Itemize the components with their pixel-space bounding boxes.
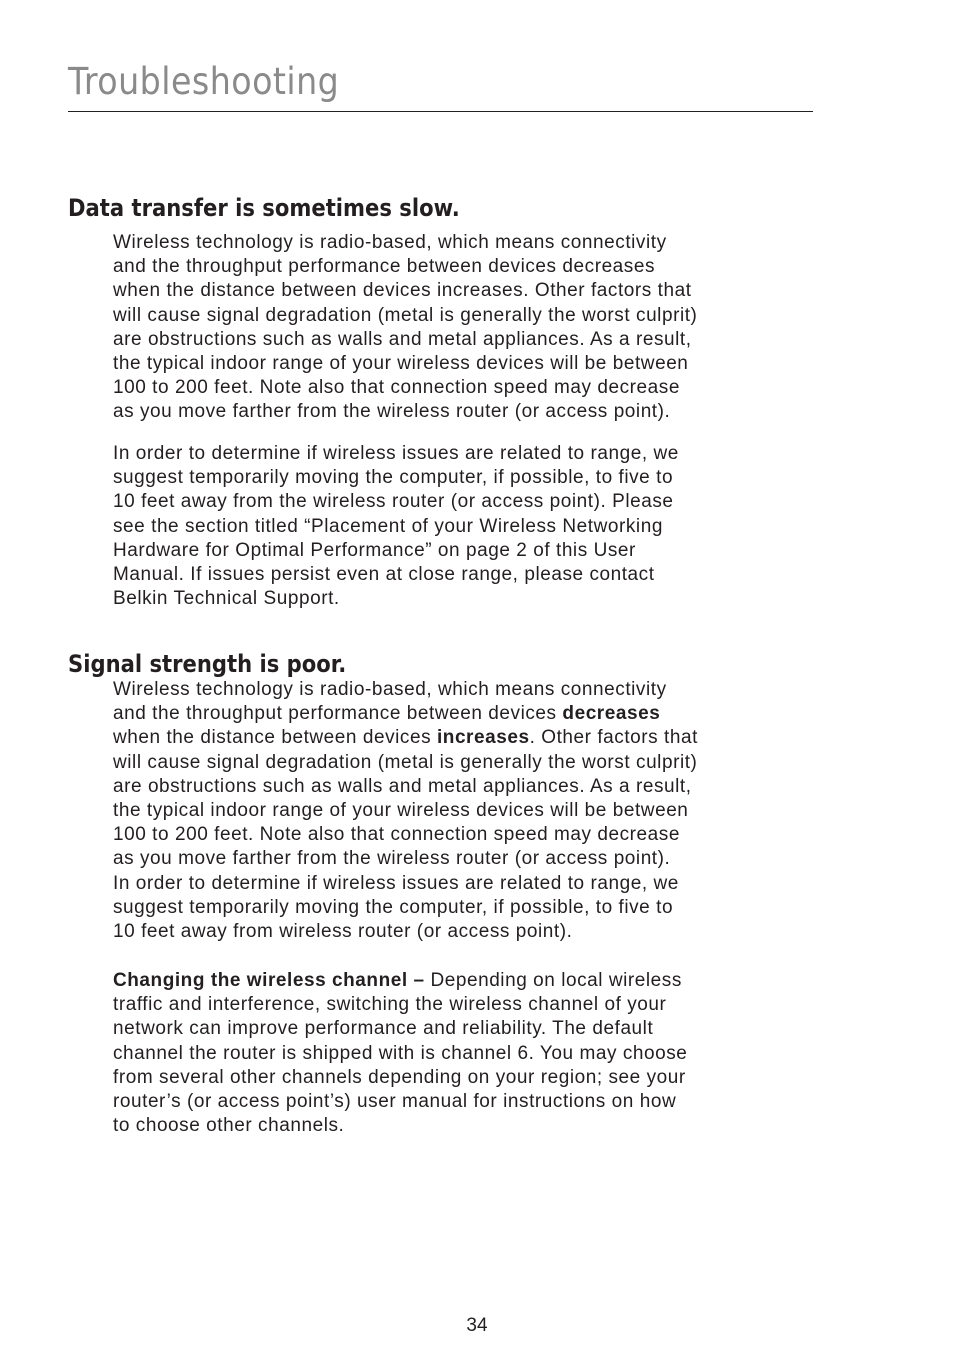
text-line: 100 to 200 feet. Note also that connection speed may decrease: [113, 824, 680, 846]
text-line: see the section titled “Placement of your Wireless Networking: [113, 515, 663, 537]
text-line: the typical indoor range of your wireless devices will be between: [113, 800, 689, 822]
text-line: are obstructions such as walls and metal appliances. As a result,: [113, 775, 692, 797]
page-title: Troubleshooting: [68, 60, 340, 103]
text-segment: when the distance between devices: [113, 727, 437, 749]
bold-term-increases: increases: [436, 727, 530, 749]
text-line: from several other channels depending on your region; see your: [113, 1066, 686, 1088]
text-line: [113, 726, 778, 750]
paragraph-slow-transfer-2: [113, 442, 778, 611]
text-line: Hardware for Optimal Performance” on page 2 of this User: [113, 539, 636, 561]
page-header: [68, 58, 813, 106]
text-line: will cause signal degradation (metal is generally the worst culprit): [113, 304, 698, 326]
text-line: as you move farther from the wireless router (or access point).: [113, 401, 671, 423]
text-line: Manual. If issues persist even at close range, please contact: [113, 564, 655, 586]
section-heading-slow-transfer: Data transfer is sometimes slow.: [68, 194, 460, 222]
text-line: to choose other channels.: [113, 1115, 345, 1137]
text-line: 10 feet away from wireless router (or access point).: [113, 921, 573, 943]
text-line: Wireless technology is radio-based, which means connectivity: [113, 232, 667, 253]
bold-term-decreases: decreases: [562, 703, 661, 725]
bold-lead-in: Changing the wireless channel –: [113, 970, 425, 991]
header-divider: [68, 111, 813, 112]
text-line: will cause signal degradation (metal is generally the worst culprit): [113, 751, 698, 773]
text-segment: Depending on local wireless: [424, 970, 682, 991]
text-line: Belkin Technical Support.: [113, 588, 340, 610]
text-line: In order to determine if wireless issues are related to range, we: [113, 443, 679, 464]
text-line: In order to determine if wireless issues are related to range, we: [113, 872, 679, 894]
text-segment: . Other factors that: [529, 727, 698, 749]
text-line: 10 feet away from the wireless router (or access point). Please: [113, 491, 674, 513]
section-heading-signal-strength: Signal strength is poor.: [68, 650, 347, 678]
text-line: traffic and interference, switching the wireless channel of your: [113, 994, 667, 1016]
text-line: [113, 702, 778, 726]
text-line: are obstructions such as walls and metal appliances. As a result,: [113, 328, 692, 350]
text-line: the typical indoor range of your wireless devices will be between: [113, 353, 689, 375]
paragraph-slow-transfer-1: [113, 231, 778, 425]
text-line: network can improve performance and reliability. The default: [113, 1018, 654, 1040]
text-line: suggest temporarily moving the computer, if possible, to five to: [113, 896, 674, 918]
text-line: channel the router is shipped with is channel 6. You may choose: [113, 1042, 688, 1064]
paragraph-signal-strength-1: [113, 678, 778, 944]
text-segment: and the throughput performance between devices: [113, 703, 563, 725]
text-line: and the throughput performance between devices decreases: [113, 256, 656, 278]
text-line: when the distance between devices increases. Other factors that: [113, 280, 692, 302]
text-line: suggest temporarily moving the computer, if possible, to five to: [113, 467, 674, 489]
text-line: Wireless technology is radio-based, which means connectivity: [113, 679, 667, 700]
text-line: router’s (or access point’s) user manual for instructions on how: [113, 1091, 677, 1113]
page-number: 34: [466, 1315, 488, 1336]
paragraph-changing-channel: [113, 969, 778, 1138]
text-line: 100 to 200 feet. Note also that connection speed may decrease: [113, 377, 680, 399]
text-line: as you move farther from the wireless router (or access point).: [113, 848, 671, 870]
text-line: [113, 969, 778, 993]
